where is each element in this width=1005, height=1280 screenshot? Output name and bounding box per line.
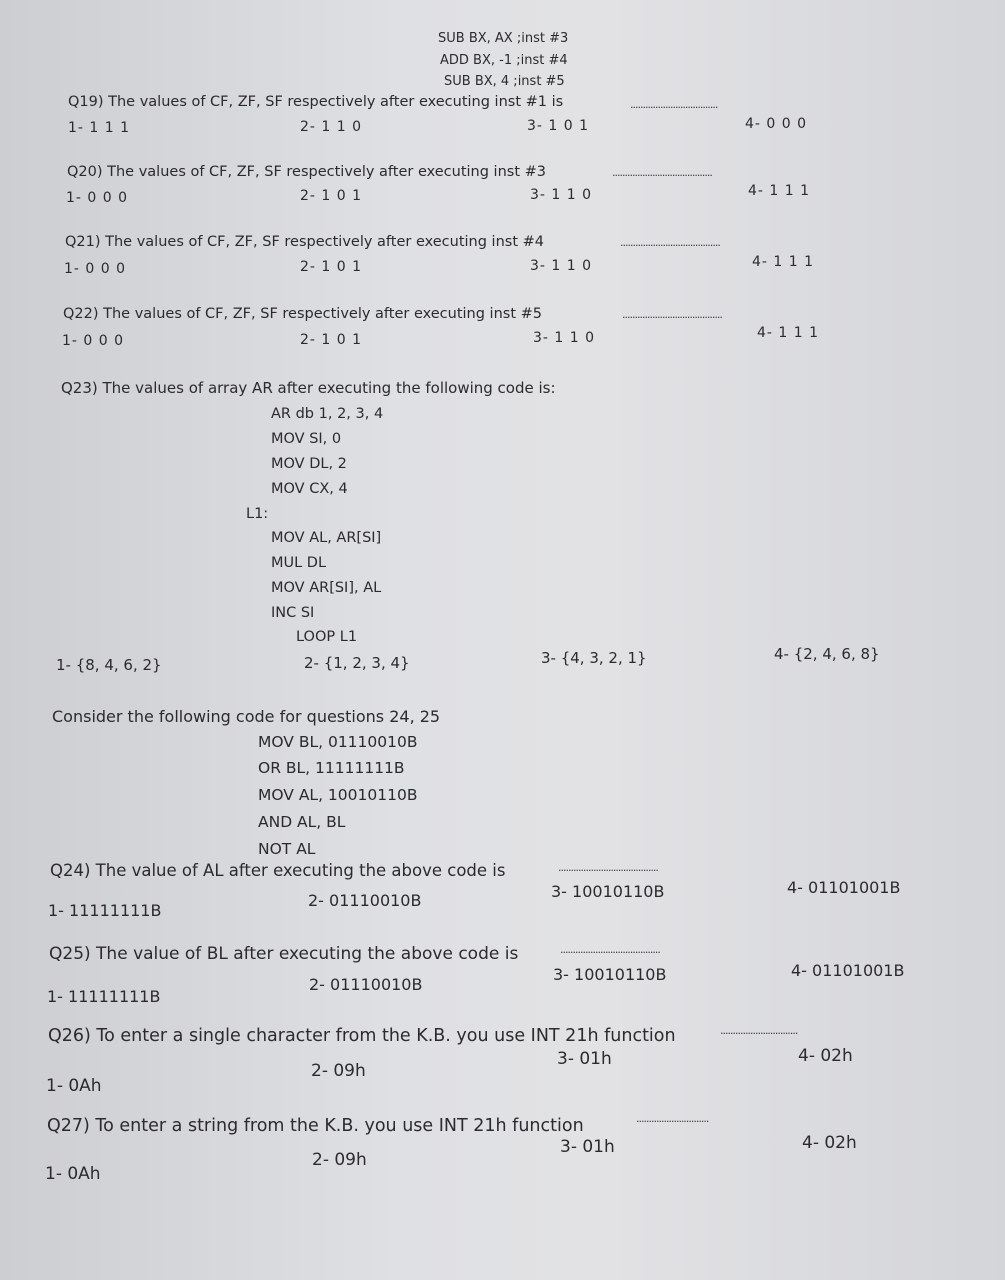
option-3: 3- 01h: [560, 1137, 615, 1157]
code-line: MOV AL, AR[SI]: [271, 530, 382, 546]
option-4: 4- 1 1 1: [757, 325, 820, 341]
option-4: 4- 1 1 1: [748, 183, 811, 199]
code-line: OR BL, 11111111B: [258, 759, 405, 777]
option-1: 1- 0 0 0: [66, 190, 129, 206]
section-intro: Consider the following code for questions 24, 25: [52, 707, 441, 726]
code-line: AR db 1, 2, 3, 4: [271, 406, 384, 422]
option-3: 3- 1 1 0: [530, 258, 593, 274]
question-26: Q26) To enter a single character from the K.B. you use INT 21h function: [48, 1026, 676, 1046]
option-3: 3- {4, 3, 2, 1}: [541, 649, 647, 667]
option-2: 2- 01110010B: [308, 891, 422, 910]
option-4: 4- 1 1 1: [752, 254, 815, 270]
option-1: 1- 1 1 1: [68, 120, 131, 136]
answer-blank: ........................................: [560, 943, 660, 956]
answer-blank: ........................................: [612, 166, 712, 179]
option-3: 3- 1 1 0: [533, 330, 596, 346]
code-label: L1:: [246, 506, 269, 522]
question-20: Q20) The values of CF, ZF, SF respectively after executing inst #3: [67, 164, 546, 180]
option-1: 1- 0 0 0: [62, 333, 125, 349]
answer-blank: ...............................: [720, 1024, 798, 1037]
option-2: 2- 01110010B: [309, 975, 423, 994]
option-4: 4- {2, 4, 6, 8}: [774, 645, 880, 663]
option-2: 2- 09h: [311, 1061, 366, 1081]
answer-blank: ...................................: [630, 98, 718, 111]
code-line: AND AL, BL: [258, 813, 346, 831]
answer-blank: .............................: [636, 1112, 709, 1125]
answer-blank: ........................................: [622, 308, 722, 321]
option-3: 3- 10010110B: [551, 882, 665, 901]
code-line: MOV CX, 4: [271, 481, 348, 497]
option-3: 3- 01h: [557, 1049, 612, 1069]
option-1: 1- 11111111B: [47, 987, 161, 1006]
question-21: Q21) The values of CF, ZF, SF respectively after executing inst #4: [65, 234, 544, 250]
option-2: 2- 1 0 1: [300, 332, 363, 348]
option-4: 4- 0 0 0: [745, 116, 808, 132]
question-25: Q25) The value of BL after executing the above code is: [49, 944, 519, 964]
option-2: 2- {1, 2, 3, 4}: [304, 654, 410, 672]
option-4: 4- 02h: [802, 1133, 857, 1153]
code-line: SUB BX, 4 ;inst #5: [444, 74, 565, 89]
code-line: SUB BX, AX ;inst #3: [438, 31, 569, 46]
option-1: 1- {8, 4, 6, 2}: [56, 656, 162, 674]
question-27: Q27) To enter a string from the K.B. you use INT 21h function: [47, 1116, 584, 1136]
option-3: 3- 1 0 1: [527, 118, 590, 134]
code-line: NOT AL: [258, 840, 316, 858]
code-line: MOV SI, 0: [271, 431, 342, 447]
option-2: 2- 1 1 0: [300, 119, 363, 135]
answer-blank: ........................................: [620, 236, 720, 249]
option-4: 4- 01101001B: [787, 878, 901, 897]
option-2: 2- 1 0 1: [300, 259, 363, 275]
question-19: Q19) The values of CF, ZF, SF respectively after executing inst #1 is: [68, 94, 564, 110]
option-2: 2- 1 0 1: [300, 188, 363, 204]
question-23: Q23) The values of array AR after executing the following code is:: [61, 379, 556, 397]
code-line: MOV AR[SI], AL: [271, 580, 382, 596]
option-1: 1- 0Ah: [46, 1076, 102, 1096]
code-line: INC SI: [271, 605, 315, 621]
option-2: 2- 09h: [312, 1150, 367, 1170]
question-22: Q22) The values of CF, ZF, SF respectively after executing inst #5: [63, 306, 542, 322]
code-line: MUL DL: [271, 555, 327, 571]
option-3: 3- 10010110B: [553, 965, 667, 984]
answer-blank: ........................................: [558, 861, 658, 874]
option-1: 1- 11111111B: [48, 901, 162, 920]
code-line: ADD BX, -1 ;inst #4: [440, 53, 568, 68]
code-line: LOOP L1: [296, 629, 358, 645]
code-line: MOV AL, 10010110B: [258, 786, 418, 804]
option-1: 1- 0Ah: [45, 1164, 101, 1184]
option-4: 4- 01101001B: [791, 961, 905, 980]
option-1: 1- 0 0 0: [64, 261, 127, 277]
question-24: Q24) The value of AL after executing the above code is: [50, 861, 506, 880]
code-line: MOV BL, 01110010B: [258, 733, 418, 751]
option-4: 4- 02h: [798, 1046, 853, 1066]
option-3: 3- 1 1 0: [530, 187, 593, 203]
code-line: MOV DL, 2: [271, 456, 347, 472]
